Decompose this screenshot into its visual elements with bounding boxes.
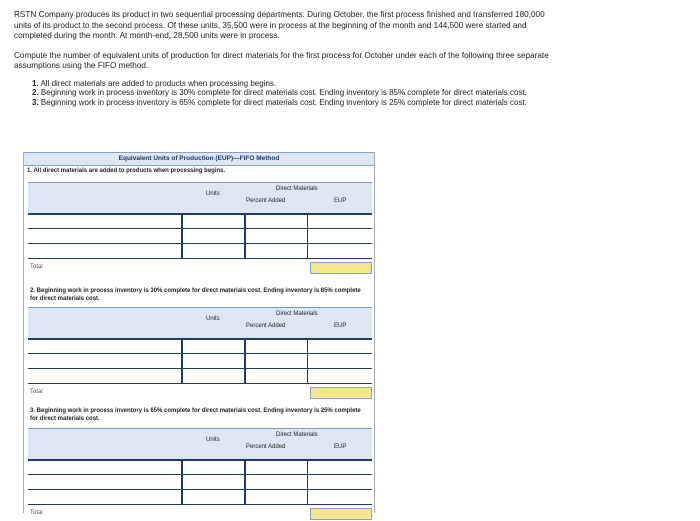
assumptions-list bbox=[14, 79, 554, 108]
eup-input[interactable] bbox=[309, 460, 372, 474]
eup-total-input[interactable] bbox=[310, 508, 372, 520]
row-label-input[interactable] bbox=[28, 490, 183, 504]
table-row bbox=[28, 354, 372, 369]
units-input[interactable] bbox=[185, 369, 246, 383]
direct-materials-header: Direct Materials bbox=[276, 432, 318, 438]
direct-materials-header: Direct Materials bbox=[276, 311, 318, 317]
row-label-input[interactable] bbox=[28, 475, 183, 489]
assumption-1: 1. All direct materials are added to products when processing begins. bbox=[32, 78, 277, 88]
total-label: Total bbox=[30, 264, 43, 270]
eup-input[interactable] bbox=[309, 354, 372, 368]
units-input[interactable] bbox=[185, 339, 246, 353]
table-header bbox=[28, 182, 372, 215]
table-row bbox=[28, 244, 372, 259]
total-row bbox=[28, 507, 372, 521]
row-label-input[interactable] bbox=[28, 214, 183, 228]
row-label-input[interactable] bbox=[28, 229, 183, 243]
table-header bbox=[28, 307, 372, 340]
units-input[interactable] bbox=[185, 460, 246, 474]
eup-input[interactable] bbox=[309, 229, 372, 243]
units-input[interactable] bbox=[185, 475, 246, 489]
units-input[interactable] bbox=[185, 354, 246, 368]
section-1-label: 1. All direct materials are added to products when processing begins. bbox=[27, 168, 226, 174]
problem-text bbox=[14, 10, 554, 107]
eup-input[interactable] bbox=[309, 369, 372, 383]
percent-added-header: Percent Added bbox=[246, 444, 286, 450]
table-header bbox=[28, 428, 372, 461]
problem-paragraph-1: RSTN Company produces its product in two sequential processing departments. During October, the first process finished and transferred 180,000 units of its product to the second process. Of these units, 35,500 were in process at the beginning of the month and 144,500 were started and completed during the month. At month-end, 28,500 units were in process. bbox=[14, 10, 545, 40]
table-row bbox=[28, 460, 372, 475]
percent-added-input[interactable] bbox=[248, 354, 308, 368]
row-label-input[interactable] bbox=[28, 369, 183, 383]
eup-input[interactable] bbox=[309, 475, 372, 489]
table-row bbox=[28, 490, 372, 505]
total-label: Total bbox=[30, 510, 43, 516]
row-label-input[interactable] bbox=[28, 354, 183, 368]
eup-total-input[interactable] bbox=[310, 262, 372, 274]
percent-added-input[interactable] bbox=[248, 339, 308, 353]
eup-input[interactable] bbox=[309, 490, 372, 504]
table-row bbox=[28, 214, 372, 229]
table-row bbox=[28, 339, 372, 354]
row-label-input[interactable] bbox=[28, 244, 183, 258]
eup-input[interactable] bbox=[309, 214, 372, 228]
direct-materials-header: Direct Materials bbox=[276, 186, 318, 192]
section-2-label: 2. Beginning work in process inventory is 30% complete for direct materials cost. Ending inventory is 85% complete for direct materials cost. bbox=[30, 288, 361, 302]
units-input[interactable] bbox=[185, 214, 246, 228]
eup-input[interactable] bbox=[309, 244, 372, 258]
total-row bbox=[28, 261, 372, 275]
units-header: Units bbox=[206, 191, 220, 197]
eup-total-input[interactable] bbox=[310, 387, 372, 399]
percent-added-header: Percent Added bbox=[246, 323, 286, 329]
eup-header: EUP bbox=[334, 444, 347, 450]
section-3-label: 3. Beginning work in process inventory is 65% complete for direct materials cost. Ending inventory is 25% complete for direct materials cost. bbox=[30, 408, 361, 422]
table-row bbox=[28, 229, 372, 244]
units-header: Units bbox=[206, 316, 220, 322]
assumption-3: 3. Beginning work in process inventory is 65% complete for direct materials cost. Ending inventory is 25% complete for direct materials cost. bbox=[32, 97, 527, 107]
row-label-input[interactable] bbox=[28, 460, 183, 474]
problem-paragraph-2: Compute the number of equivalent units of production for direct materials for the first process for October under each of the following three separate assumptions using the FIFO method. bbox=[14, 50, 549, 70]
percent-added-input[interactable] bbox=[248, 229, 308, 243]
table-row bbox=[28, 369, 372, 384]
assumption-2: 2. Beginning work in process inventory is 30% complete for direct materials cost. Ending inventory is 85% complete for direct materials cost. bbox=[32, 88, 527, 97]
table-row bbox=[28, 475, 372, 490]
percent-added-header: Percent Added bbox=[246, 198, 286, 204]
percent-added-input[interactable] bbox=[248, 490, 308, 504]
eup-worksheet bbox=[23, 152, 375, 516]
percent-added-input[interactable] bbox=[248, 460, 308, 474]
row-label-input[interactable] bbox=[28, 339, 183, 353]
eup-header: EUP bbox=[334, 198, 347, 204]
percent-added-input[interactable] bbox=[248, 475, 308, 489]
units-input[interactable] bbox=[185, 244, 246, 258]
percent-added-input[interactable] bbox=[248, 369, 308, 383]
units-input[interactable] bbox=[185, 229, 246, 243]
total-row bbox=[28, 386, 372, 400]
units-input[interactable] bbox=[185, 490, 246, 504]
percent-added-input[interactable] bbox=[248, 214, 308, 228]
total-label: Total bbox=[30, 389, 43, 395]
percent-added-input[interactable] bbox=[248, 244, 308, 258]
eup-input[interactable] bbox=[309, 339, 372, 353]
units-header: Units bbox=[206, 437, 220, 443]
worksheet-title: Equivalent Units of Production (EUP)—FIFO Method bbox=[24, 152, 374, 166]
eup-header: EUP bbox=[334, 323, 347, 329]
